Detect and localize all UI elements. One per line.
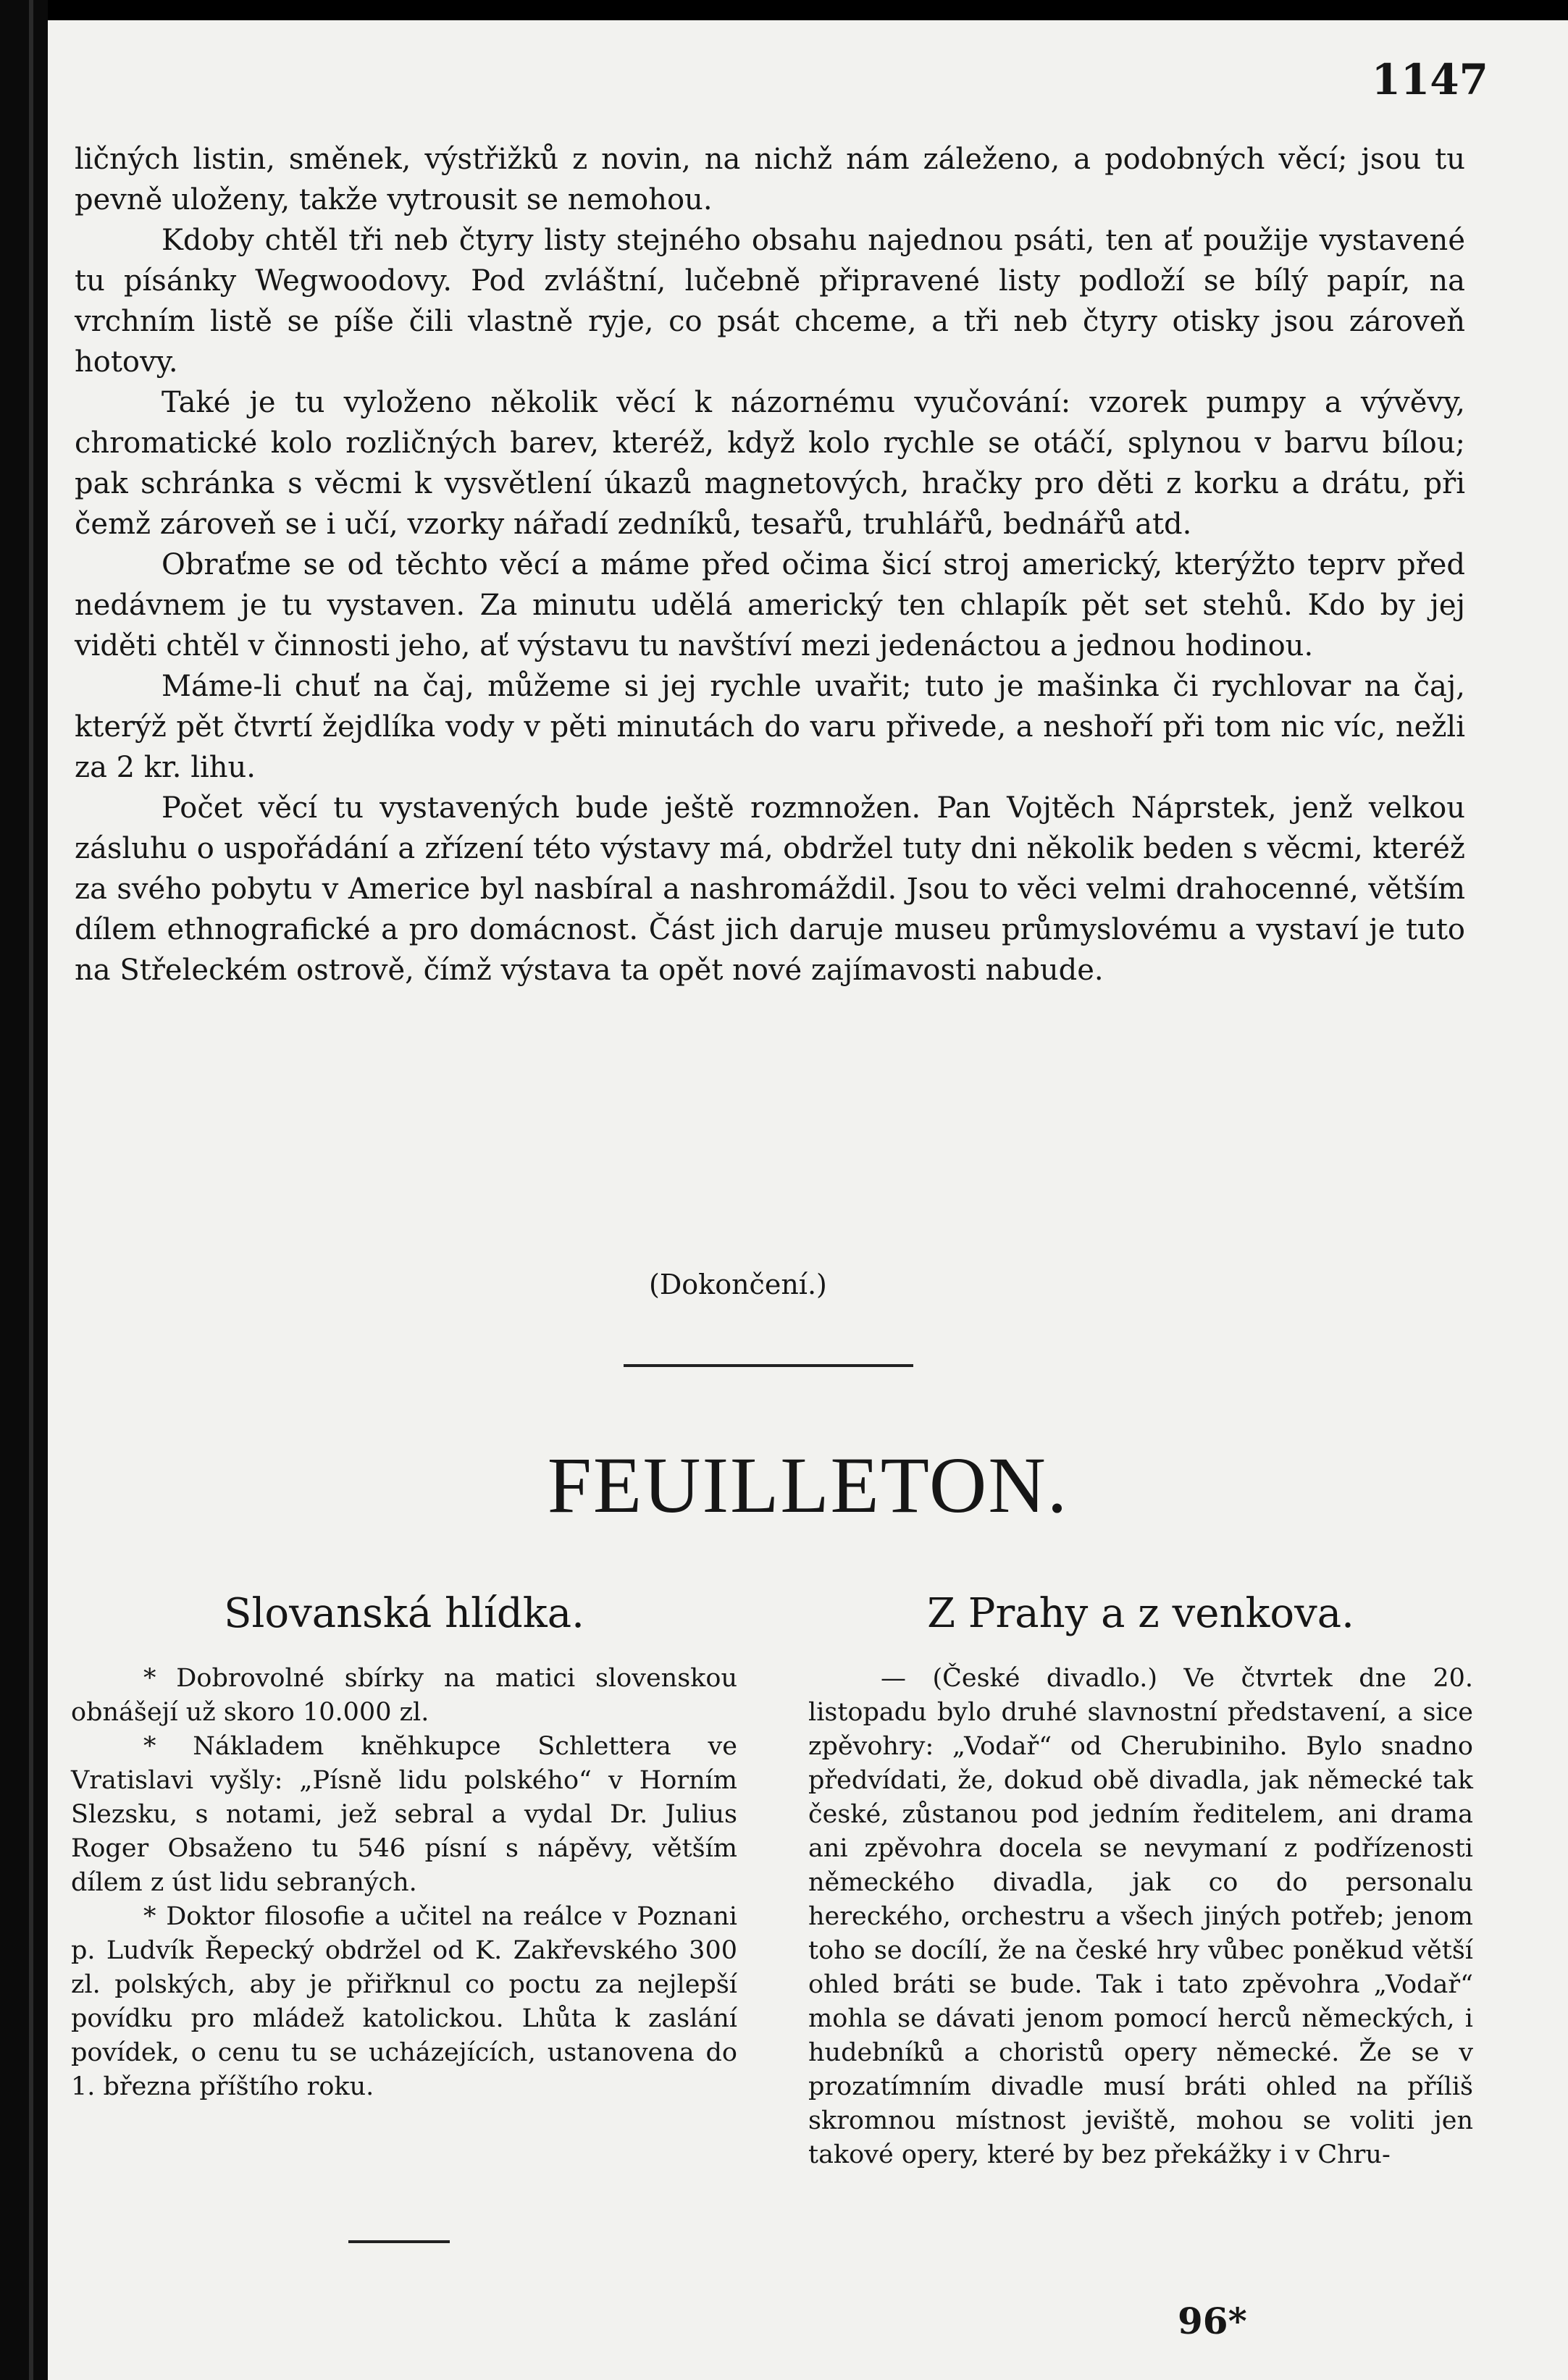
paragraph: Počet věcí tu vystavených bude ještě rozmnožen. Pan Vojtěch Náprstek, jenž velkou zásluhu o uspořádání a zřízení této výstavy má, obdržel tuty dni několik beden s věcmi, kteréž za svého pobytu v Americe byl nasbíral a nashromáždil. Jsou to věci velmi drahocenné, větším dílem ethnografické a pro domácnost. Část jich daruje museu průmyslovému a vystaví je tuto na Střeleckém ostrově, čímž výstava ta opět nové zajímavosti nabude. bbox=[75, 791, 1465, 987]
feuilleton-heading: FEUILLETON. bbox=[547, 1441, 1069, 1529]
section-divider bbox=[624, 1364, 913, 1367]
news-item: — (České divadlo.) Ve čtvrtek dne 20. listopadu bylo druhé slavnostní představení, a sice zpěvohry: „Vodař“ od Cherubiniho. Bylo snadno předvídati, že, dokud obě divadla, jak německé tak české, zůstanou pod jedním ředitelem, ani drama ani zpěvohra docela se nevymaní z podřízenosti německého divadla, jak co do personalu hereckého, orchestru a všech jiných potřeb; jenom toho se docílí, že na české hry vůbec poněkud větší ohled bráti se bude. Tak i tato zpěvohra „Vodař“ mohla se dávati jenom pomocí herců německých, i hudebníků a choristů opery německé. Že se v prozatímním divadle musí bráti ohled na příliš skromnou místnost jeviště, mohou se voliti jen takové opery, které by bez překážky i v Chru- bbox=[808, 1664, 1473, 2169]
right-column bbox=[808, 1590, 1473, 2172]
paragraph: Kdoby chtěl tři neb čtyry listy stejného obsahu najednou psáti, ten ať použije vystavené tu písánky Wegwoodovy. Pod zvláštní, lučebně připravené listy podloží se bílý papír, na vrchním listě se píše čili vlastně ryje, co psát chceme, a tři neb čtyry otisky jsou zároveň hotovy. bbox=[75, 224, 1465, 379]
page-number: 1147 bbox=[1371, 55, 1488, 104]
article-body bbox=[75, 139, 1465, 991]
scan-border bbox=[0, 0, 48, 2380]
continued-note: (Dokončení.) bbox=[649, 1269, 827, 1300]
news-item: * Dobrovolné sbírky na matici slovenskou obnášejí už skoro 10.000 zl. bbox=[71, 1664, 737, 1727]
news-item: * Doktor filosofie a učitel na reálce v Poznani p. Ludvík Řepecký obdržel od K. Zakřevského 300 zl. polských, aby je přiřknul co poctu za nejlepší povídku pro mládež katolickou. Lhůta k zaslání povídek, o cenu tu se ucházejících, ustanovena do 1. března příštího roku. bbox=[71, 1902, 737, 2101]
paragraph: Obraťme se od těchto věcí a máme před očima šicí stroj americký, kterýžto teprv před nedávnem je tu vystaven. Za minutu udělá americký ten chlapík pět set stehů. Kdo by jej viděti chtěl v činnosti jeho, ať výstavu tu navštíví mezi jedenáctou a jednou hodinou. bbox=[75, 548, 1465, 663]
page bbox=[48, 20, 1568, 2380]
binding-gutter bbox=[29, 0, 33, 2380]
paragraph: Máme-li chuť na čaj, můžeme si jej rychle uvařit; tuto je mašinka či rychlovar na čaj, kterýž pět čtvrtí žejdlíka vody v pěti minutách do varu přivede, a neshoří při tom nic víc, nežli za 2 kr. lihu. bbox=[75, 670, 1465, 784]
column-title: Slovanská hlídka. bbox=[224, 1590, 584, 1637]
paragraph: Také je tu vyloženo několik věcí k názornému vyučování: vzorek pumpy a vývěvy, chromatické kolo rozličných barev, kteréž, když kolo rychle se otáčí, splynou v barvu bílou; pak schránka s věcmi k vysvětlení úkazů magnetových, hračky pro děti z korku a drátu, při čemž zároveň se i učí, vzorky nářadí zedníků, tesařů, truhlářů, bednářů atd. bbox=[75, 386, 1465, 541]
paragraph: ličných listin, směnek, výstřižků z novin, na nichž nám záleženo, a podobných věcí; jsou tu pevně uloženy, takže vytrousit se nemohou. bbox=[75, 143, 1465, 216]
news-item: * Nákladem knĕhkupce Schlettera ve Vratislavi vyšly: „Písně lidu polského“ v Horním Slezsku, s notami, jež sebral a vydal Dr. Julius Roger Obsaženo tu 546 písní s nápěvy, větším dílem z úst lidu sebraných. bbox=[71, 1732, 737, 1897]
column-divider bbox=[348, 2240, 450, 2243]
column-title: Z Prahy a z venkova. bbox=[927, 1590, 1354, 1637]
left-column bbox=[71, 1590, 737, 2104]
signature-mark: 96* bbox=[1178, 2300, 1247, 2342]
